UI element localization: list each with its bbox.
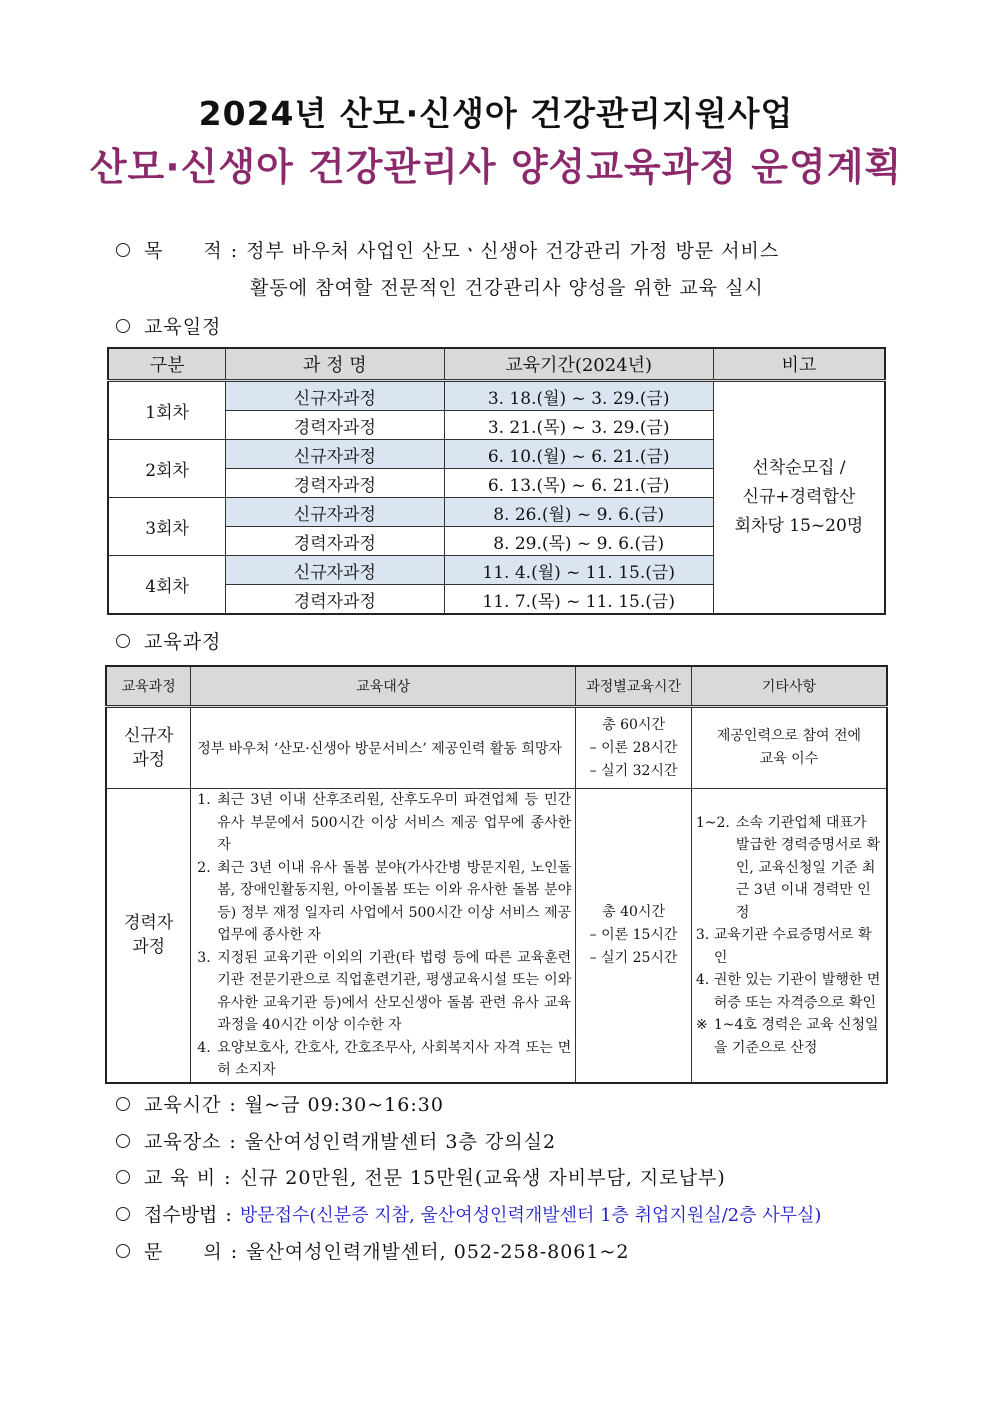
info-value: 월~금 09:30~16:30	[244, 1094, 444, 1116]
header-cell: 교육대상	[191, 666, 576, 707]
schedule-header-row	[108, 348, 885, 381]
header-cell: 비고	[713, 348, 885, 381]
note-line: 신규+경력합산	[742, 487, 856, 507]
etc-item: ※ 1~4호 경력은 교육 신청일을 기준으로 산정	[695, 1017, 879, 1056]
course-cell: 신규자과정	[226, 556, 444, 585]
etc-line: 교육 이수	[759, 751, 819, 767]
hours-cell	[576, 707, 692, 789]
table-row	[106, 789, 887, 1083]
title-line1: 2024년 산모·신생아 건강관리지원사업	[198, 94, 794, 133]
header-cell: 과정별교육시간	[576, 666, 692, 707]
hours-line: 총 40시간	[602, 903, 665, 920]
info-value: 울산여성인력개발센터, 052-258-8061~2	[246, 1241, 630, 1263]
purpose-line2: 활동에 참여할 전문적인 건강관리사 양성을 위한 교육 실시	[250, 277, 764, 299]
curriculum-heading: 교육과정	[144, 631, 222, 653]
info-row-contact: 문 의 : 울산여성인력개발센터, 052-258-8061~2	[116, 1237, 629, 1264]
schedule-table	[107, 347, 886, 615]
circle-bullet-icon	[116, 1207, 130, 1221]
round-cell: 3회차	[108, 498, 226, 556]
info-row-place: 교육장소 : 울산여성인력개발센터 3층 강의실2	[116, 1127, 556, 1154]
course-name-line: 신규자	[124, 726, 174, 746]
info-value: 울산여성인력개발센터 3층 강의실2	[244, 1131, 557, 1153]
etc-cell	[691, 707, 887, 789]
circle-bullet-icon	[116, 1097, 130, 1111]
note-line: 선착순모집 /	[752, 458, 846, 478]
period-cell: 3. 18.(월) ~ 3. 29.(금)	[444, 381, 713, 411]
period-cell: 6. 13.(목) ~ 6. 21.(금)	[444, 469, 713, 498]
list-item: 1. 최근 3년 이내 산후조리원, 산후도우미 파견업체 등 민간 유사 부문에서 500시간 이상 서비스 제공 업무에 종사한 자	[197, 792, 572, 853]
hours-line: – 이론 15시간	[589, 926, 678, 943]
course-name-line: 과정	[132, 937, 166, 958]
target-cell	[191, 789, 576, 1083]
target-list	[191, 789, 575, 1082]
title-line2: 산모·신생아 건강관리사 양성교육과정 운영계획	[89, 145, 903, 189]
hours-line: 총 60시간	[602, 716, 665, 733]
table-row	[106, 707, 887, 789]
period-cell: 11. 4.(월) ~ 11. 15.(금)	[444, 556, 713, 585]
etc-item: 4. 권한 있는 기관이 발행한 면허증 또는 자격증으로 확인	[695, 972, 881, 1011]
info-row-time: 교육시간 : 월~금 09:30~16:30	[116, 1090, 444, 1117]
course-name-line: 과정	[132, 750, 166, 770]
info-value: 방문접수(신분증 지참, 울산여성인력개발센터 1층 취업지원실/2층 사무실)	[239, 1205, 822, 1226]
info-value: 신규 20만원, 전문 15만원(교육생 자비부담, 지로납부)	[239, 1167, 726, 1189]
period-cell: 8. 26.(월) ~ 9. 6.(금)	[444, 498, 713, 527]
schedule-heading-row	[116, 312, 221, 339]
circle-bullet-icon	[116, 1244, 130, 1258]
round-cell: 1회차	[108, 381, 226, 440]
round-cell: 4회차	[108, 556, 226, 615]
table-row	[108, 381, 885, 411]
info-label: 교육장소	[144, 1131, 222, 1153]
info-label: 교육시간	[144, 1094, 222, 1116]
info-row-fee: 교 육 비 : 신규 20만원, 전문 15만원(교육생 자비부담, 지로납부)	[116, 1163, 726, 1190]
target-cell: 정부 바우처 ‘산모·신생아 방문서비스’ 제공인력 활동 희망자	[191, 707, 576, 789]
hours-cell	[576, 789, 692, 1083]
course-cell: 경력자과정	[226, 585, 444, 615]
header-cell: 과 정 명	[226, 348, 444, 381]
period-cell: 6. 10.(월) ~ 6. 21.(금)	[444, 440, 713, 469]
course-cell: 경력자과정	[226, 411, 444, 440]
etc-line: 제공인력으로 참여 전에	[716, 728, 862, 744]
circle-bullet-icon	[116, 634, 130, 648]
curriculum-table	[105, 665, 888, 1084]
info-label: 문 의	[144, 1241, 223, 1263]
list-item: 3. 지정된 교육기관 이외의 기관(타 법령 등에 따른 교육훈련기관 전문기관으로 직업훈련기관, 평생교육시설 또는 이와 유사한 교육기관 등)에서 산모신생아 돌봄 관련 유사 교육과정을 40시간 이상 이수한 자	[197, 949, 572, 1033]
header-cell: 기타사항	[691, 666, 887, 707]
etc-item: 1~2. 소속 기관업체 대표가 발급한 경력증명서로 확인, 교육신청일 기준 최근 3년 이내 경력만 인정	[695, 814, 881, 921]
course-name-line: 경력자	[124, 913, 174, 934]
hours-line: – 실기 25시간	[589, 949, 678, 966]
etc-list	[692, 812, 886, 1060]
curriculum-heading-row	[116, 627, 221, 654]
note-cell	[713, 381, 885, 615]
curriculum-header-row	[106, 666, 887, 707]
etc-cell	[691, 789, 887, 1083]
period-cell: 11. 7.(목) ~ 11. 15.(금)	[444, 585, 713, 615]
etc-item: 3. 교육기관 수료증명서로 확인	[695, 927, 872, 966]
course-name-cell	[106, 707, 191, 789]
purpose-line1: 정부 바우처 사업인 산모ㆍ신생아 건강관리 가정 방문 서비스	[246, 240, 780, 262]
circle-bullet-icon	[116, 1170, 130, 1184]
list-item: 4. 요양보호사, 간호사, 간호조무사, 사회복지사 자격 또는 면허 소지자	[197, 1039, 572, 1078]
purpose-row: 목 적 : 정부 바우처 사업인 산모ㆍ신생아 건강관리 가정 방문 서비스	[116, 236, 779, 263]
list-item: 2. 최근 3년 이내 유사 돌봄 분야(가사간병 방문지원, 노인돌봄, 장애인활동지원, 아이돌봄 또는 이와 유사한 돌봄 분야 등) 정부 재정 일자리 사업에서 500시간 이상 서비스 제공 업무에 종사한 자	[197, 859, 572, 943]
info-label: 교 육 비	[144, 1167, 217, 1189]
period-cell: 3. 21.(목) ~ 3. 29.(금)	[444, 411, 713, 440]
info-row-apply: 접수방법 : 방문접수(신분증 지참, 울산여성인력개발센터 1층 취업지원실/2층 사무실)	[116, 1200, 821, 1227]
period-cell: 8. 29.(목) ~ 9. 6.(금)	[444, 527, 713, 556]
hours-line: – 이론 28시간	[589, 739, 678, 756]
header-cell: 교육과정	[106, 666, 191, 707]
circle-bullet-icon	[116, 319, 130, 333]
course-cell: 경력자과정	[226, 469, 444, 498]
header-cell: 구분	[108, 348, 226, 381]
course-cell: 경력자과정	[226, 527, 444, 556]
course-cell: 신규자과정	[226, 440, 444, 469]
course-cell: 신규자과정	[226, 381, 444, 411]
hours-line: – 실기 32시간	[589, 762, 678, 779]
circle-bullet-icon	[116, 243, 130, 257]
header-cell: 교육기간(2024년)	[444, 348, 713, 381]
course-cell: 신규자과정	[226, 498, 444, 527]
round-cell: 2회차	[108, 440, 226, 498]
info-label: 접수방법	[144, 1204, 218, 1226]
note-line: 회차당 15~20명	[734, 516, 864, 536]
circle-bullet-icon	[116, 1134, 130, 1148]
purpose-label: 목 적	[144, 240, 223, 262]
course-name-cell	[106, 789, 191, 1083]
schedule-heading: 교육일정	[144, 316, 222, 338]
